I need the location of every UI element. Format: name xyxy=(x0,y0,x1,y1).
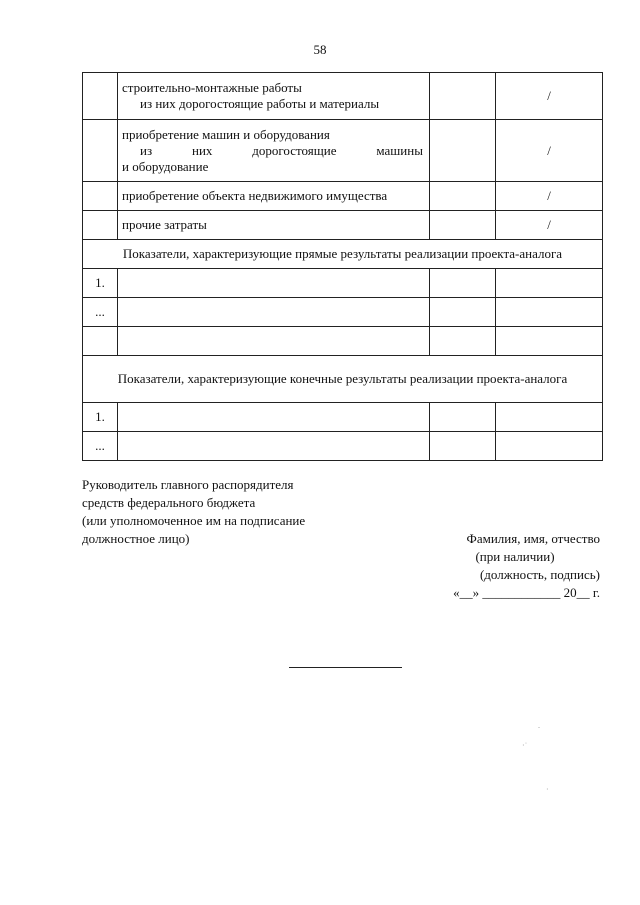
machines-cell xyxy=(118,120,430,182)
row-number: 1. xyxy=(83,269,118,298)
table-row xyxy=(83,269,603,298)
table-row xyxy=(83,327,603,356)
signatory-line: Руководитель главного распорядителя xyxy=(82,477,294,492)
scan-speck: ·˙ xyxy=(522,741,528,750)
construction-sub: из них дорогостоящие работы и материалы xyxy=(140,96,380,111)
scan-speck: · xyxy=(546,785,549,794)
slash-mark: / xyxy=(496,211,603,240)
signatory-line: (или уполномоченное им на подписание xyxy=(82,513,306,528)
page-number: 58 xyxy=(313,42,327,57)
machines-sub: из них дорогостоящие машины xyxy=(140,142,423,158)
section-direct-results: Показатели, характеризующие прямые результаты реализации проекта-аналога xyxy=(83,240,603,269)
table-row xyxy=(83,73,603,120)
slash-mark: / xyxy=(496,73,603,120)
row-number: ... xyxy=(83,432,118,461)
table-row xyxy=(83,298,603,327)
presence-label: (при наличии) xyxy=(475,549,555,564)
table-row xyxy=(83,403,603,432)
signatory-block xyxy=(82,476,382,548)
machines-title: приобретение машин и оборудования xyxy=(122,126,330,142)
slash-mark: / xyxy=(496,182,603,211)
row-number: ... xyxy=(83,298,118,327)
cost-table xyxy=(82,72,603,461)
table-row xyxy=(83,356,603,403)
row-number: 1. xyxy=(83,403,118,432)
scan-speck: . xyxy=(538,721,540,730)
signatory-line: средств федерального бюджета xyxy=(82,495,256,510)
signatory-line: должностное лицо) xyxy=(82,531,190,546)
position-label: (должность, подпись) xyxy=(479,567,600,582)
table-row xyxy=(83,211,603,240)
construction-cell xyxy=(118,73,430,120)
date-line: «__» ____________ 20__ г. xyxy=(453,585,600,600)
table-row xyxy=(83,432,603,461)
table-row xyxy=(83,120,603,182)
section-final-results: Показатели, характеризующие конечные результаты реализации проекта-аналога xyxy=(83,356,603,403)
slash-mark: / xyxy=(496,120,603,182)
machines-sub-end: и оборудование xyxy=(122,158,209,174)
realty-cell: приобретение объекта недвижимого имущества xyxy=(118,182,430,211)
table-row xyxy=(83,240,603,269)
signature-fields xyxy=(400,530,600,602)
other-cell: прочие затраты xyxy=(118,211,430,240)
construction-title: строительно-монтажные работы xyxy=(122,80,302,95)
separator-line xyxy=(289,667,402,668)
table-row xyxy=(83,182,603,211)
fio-label: Фамилия, имя, отчество xyxy=(466,531,600,546)
